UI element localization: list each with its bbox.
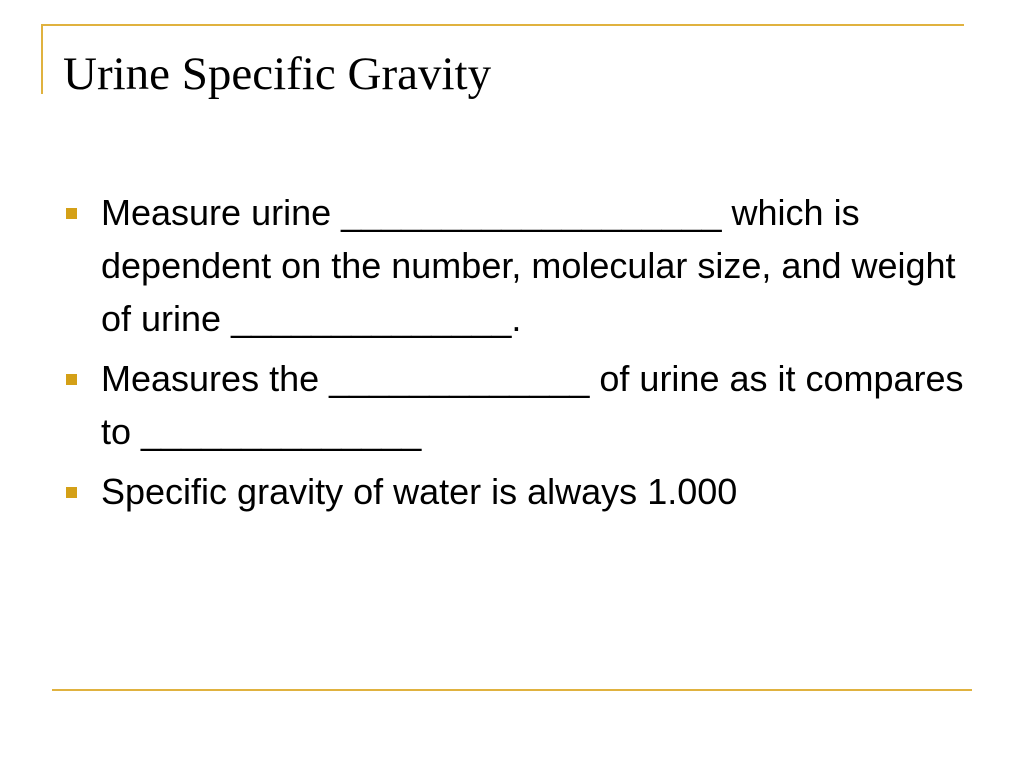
- bullet-list: [64, 186, 964, 525]
- square-bullet-icon: [66, 374, 77, 385]
- bullet-item: [64, 352, 964, 458]
- bullet-text: Measures the _____________ of urine as it compares to ______________: [101, 358, 964, 452]
- bullet-text: Measure urine ___________________ which is dependent on the number, molecular size, and weight of urine ______________.: [101, 192, 956, 339]
- bullet-item: [64, 186, 964, 345]
- square-bullet-icon: [66, 208, 77, 219]
- frame-top-rule: [41, 24, 964, 26]
- slide-title: Urine Specific Gravity: [63, 48, 492, 100]
- square-bullet-icon: [66, 487, 77, 498]
- frame-left-rule: [41, 24, 43, 94]
- frame-bottom-rule: [52, 689, 972, 691]
- bullet-text: Specific gravity of water is always 1.000: [101, 471, 738, 512]
- bullet-item: [64, 465, 964, 518]
